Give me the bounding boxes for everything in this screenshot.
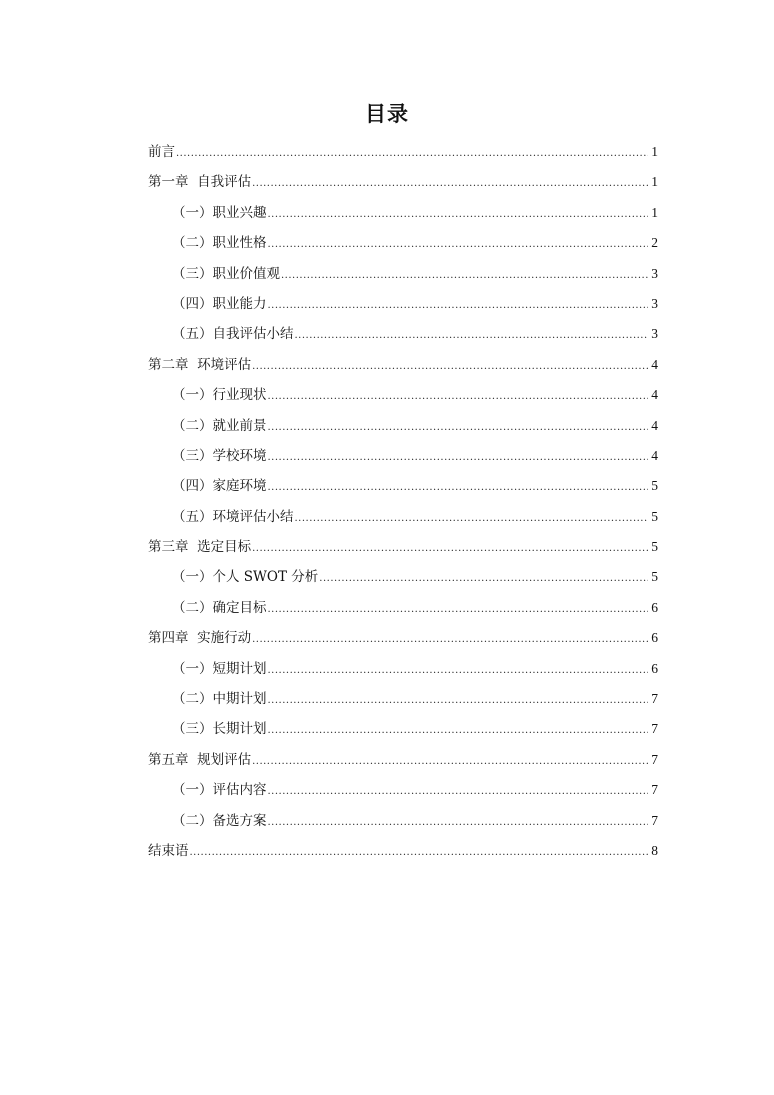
toc-page-number: 2 [651,235,658,251]
toc-entry-label: （一）个人 SWOT 分析 [172,569,319,586]
toc-entry[interactable] [148,289,658,319]
toc-entry[interactable] [148,714,658,744]
toc-page-number: 7 [651,782,658,798]
toc-page-number: 5 [651,539,658,555]
toc-entry[interactable] [148,532,658,562]
toc-entry[interactable] [148,654,658,684]
toc-entry-label: （一）行业现状 [172,387,267,404]
toc-entry-label: （二）中期计划 [172,691,267,708]
toc-entry[interactable] [148,806,658,836]
toc-page-number: 3 [651,295,658,311]
dot-leader [268,473,649,503]
dot-leader [176,139,648,169]
toc-entry[interactable] [148,380,658,410]
dot-leader [319,564,648,594]
toc-page-number: 5 [651,569,658,585]
toc-entry-label: （一）职业兴趣 [172,204,267,221]
dot-leader [268,443,649,473]
dot-leader [252,169,648,199]
toc-entry[interactable] [148,836,658,866]
dot-leader [190,838,649,868]
toc-page-number: 1 [651,174,658,190]
dot-leader [252,625,648,655]
toc-entry-label: （二）确定目标 [172,599,267,616]
toc-entry-label: （三）长期计划 [172,721,267,738]
dot-leader [252,747,648,777]
toc-entry-label: 结束语 [148,842,189,859]
toc-entry[interactable] [148,137,658,167]
toc-page-number: 4 [651,356,658,372]
toc-entry[interactable] [148,471,658,501]
dot-leader [268,595,649,625]
toc-entry[interactable] [148,259,658,289]
toc-page-number: 7 [651,691,658,707]
dot-leader [252,352,648,382]
dot-leader [295,321,649,351]
dot-leader [268,808,649,838]
toc-page-number: 6 [651,630,658,646]
toc-entry-label: 前言 [148,144,175,160]
toc-entry-label: （五）环境评估小结 [172,508,294,525]
toc-entry-label: （三）学校环境 [172,447,267,464]
dot-leader [295,504,649,534]
dot-leader [268,230,649,260]
toc-entry-label: （二）备选方案 [172,812,267,829]
toc-page-number: 6 [651,599,658,615]
toc-page-number: 8 [651,842,658,858]
table-of-contents [148,137,658,866]
dot-leader [268,716,649,746]
toc-entry[interactable] [148,562,658,592]
dot-leader [281,261,648,291]
toc-page-number: 1 [651,144,658,159]
toc-entry[interactable] [148,350,658,380]
toc-entry-label: （五）自我评估小结 [172,326,294,343]
toc-entry-label: （二）就业前景 [172,417,267,434]
dot-leader [268,291,649,321]
dot-leader [268,413,649,443]
dot-leader [268,686,649,716]
toc-entry[interactable] [148,593,658,623]
dot-leader [252,534,648,564]
toc-entry[interactable] [148,775,658,805]
toc-entry[interactable] [148,623,658,653]
toc-entry-label: （三）职业价值观 [172,265,280,282]
toc-entry[interactable] [148,319,658,349]
toc-entry-label: （一）评估内容 [172,782,267,799]
toc-entry-label: （二）职业性格 [172,235,267,252]
toc-entry-label: （四）职业能力 [172,295,267,312]
toc-entry[interactable] [148,228,658,258]
toc-page-number: 3 [651,326,658,342]
toc-page-number: 7 [651,751,658,767]
dot-leader [268,656,649,686]
toc-entry-label: 第一章 自我评估 [148,174,252,191]
toc-entry-label: 第五章 规划评估 [148,751,252,768]
toc-entry[interactable] [148,502,658,532]
toc-page-number: 4 [651,387,658,403]
toc-page-number: 5 [651,508,658,524]
toc-entry[interactable] [148,684,658,714]
toc-entry-label: 第二章 环境评估 [148,356,252,373]
toc-entry-label: 第三章 选定目标 [148,539,252,556]
toc-page-number: 7 [651,721,658,737]
toc-entry[interactable] [148,411,658,441]
dot-leader [268,777,649,807]
toc-page-number: 3 [651,265,658,281]
toc-page-number: 5 [651,478,658,494]
toc-entry[interactable] [148,198,658,228]
toc-entry[interactable] [148,745,658,775]
toc-entry-label: （四）家庭环境 [172,478,267,495]
toc-page-number: 6 [651,660,658,676]
toc-page-number: 4 [651,447,658,463]
toc-entry[interactable] [148,441,658,471]
toc-page-number: 1 [651,204,658,220]
dot-leader [268,382,649,412]
toc-page-number: 7 [651,812,658,828]
toc-entry-label: 第四章 实施行动 [148,630,252,647]
toc-entry-label: （一）短期计划 [172,660,267,677]
dot-leader [268,200,649,230]
toc-title: 目录 [365,102,409,126]
toc-entry[interactable] [148,167,658,197]
toc-page-number: 4 [651,417,658,433]
